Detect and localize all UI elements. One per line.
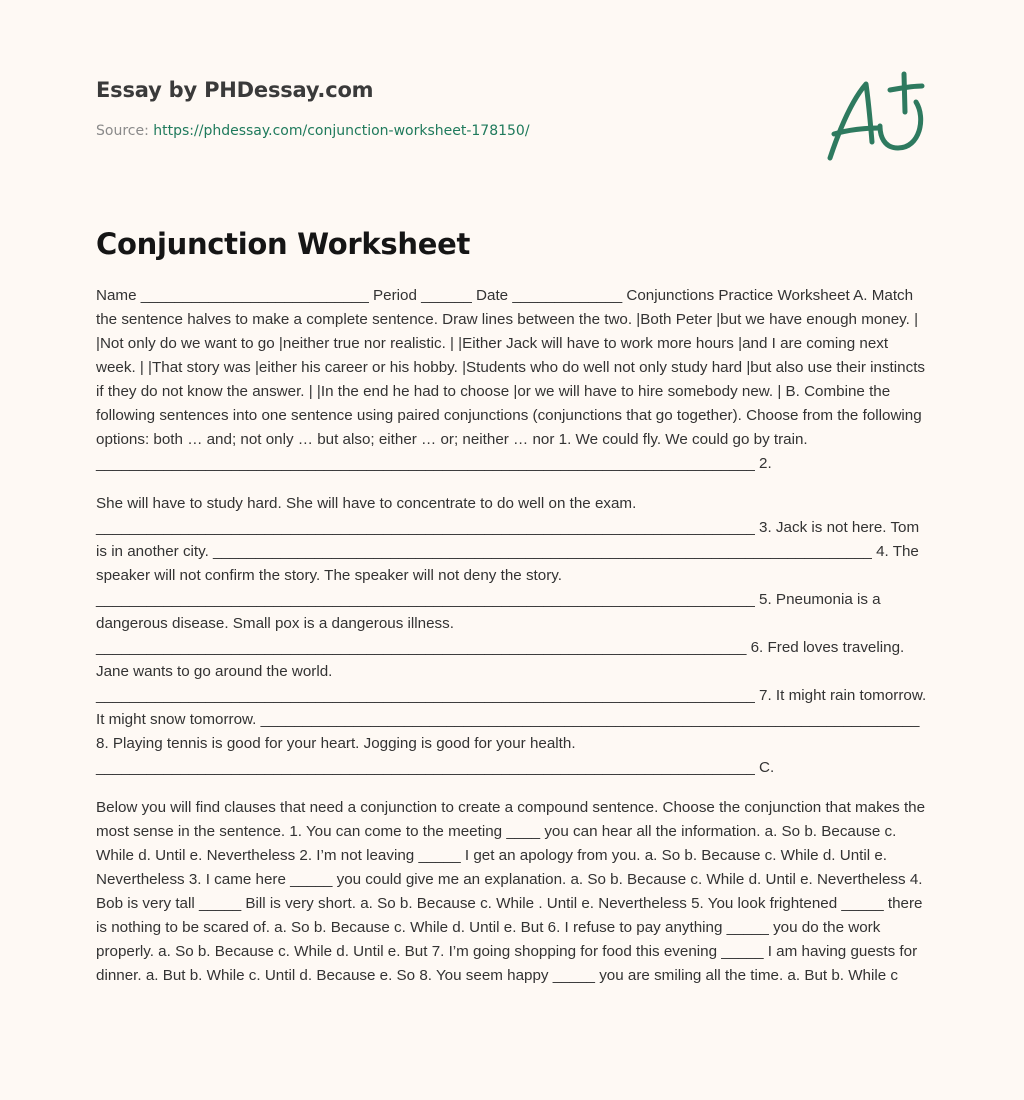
a-plus-grade-icon <box>822 68 932 164</box>
page-title: Conjunction Worksheet <box>96 227 471 261</box>
source-link[interactable]: https://phdessay.com/conjunction-worksheet-178150/ <box>153 123 530 139</box>
essay-header <box>96 76 796 141</box>
document-body <box>96 284 932 1004</box>
source-line <box>96 121 796 141</box>
paragraph-section-b-items: She will have to study hard. She will have to concentrate to do well on the exam. ______________________________________________________________________________ 3. Jack is not here. Tom is in another city. ______________________________________________________________________________ 4. The speaker will not confirm the story. The speaker will not deny the story. ______________________________________________________________________________ 5. Pneumonia is a dangerous disease. Small pox is a dangerous illness. _____________________________________________________________________________ 6. Fred loves traveling. Jane wants to go around the world. ______________________________________________________________________________ 7. It might rain tomorrow. It might snow tomorrow. ______________________________________________________________________________ 8. Playing tennis is good for your heart. Jogging is good for your health. ______________________________________________________________________________ C. <box>96 495 927 776</box>
source-label: Source: <box>96 123 154 139</box>
paragraph-section-a-b: Name ___________________________ Period ______ Date _____________ Conjunctions Practice Worksheet A. Match the sentence halves to make a complete sentence. Draw lines between the two. |Both Peter |but we have enough money. | |Not only do we want to go |neither true nor realistic. | |Either Jack will have to work more hours |and I are coming next week. | |That story was |either his career or his hobby. |Students who do well not only study hard |but also use their instincts if they do not know the answer. | |In the end he had to choose |or we will have to hire somebody new. | B. Combine the following sentences into one sentence using paired conjunctions (conjunctions that go together). Choose from the following options: both … and; not only … but also; either … or; neither … nor 1. We could fly. We could go by train. ______________________________________________________________________________ 2. <box>96 287 926 472</box>
brand-title: Essay by PHDessay.com <box>96 78 374 102</box>
paragraph-section-c: Below you will find clauses that need a conjunction to create a compound sentence. Choose the conjunction that makes the most sense in the sentence. 1. You can come to the meeting ____ you can hear all the information. a. So b. Because c. While d. Until e. Nevertheless 2. I’m not leaving _____ I get an apology from you. a. So b. Because c. While d. Until e. Nevertheless 3. I came here _____ you could give me an explanation. a. So b. Because c. While d. Until e. Nevertheless 4. Bob is very tall _____ Bill is very short. a. So b. Because c. While . Until e. Nevertheless 5. You look frightened _____ there is nothing to be scared of. a. So b. Because c. While d. Until e. But 6. I refuse to pay anything _____ you do the work properly. a. So b. Because c. While d. Until e. But 7. I’m going shopping for food this evening _____ I am having guests for dinner. a. But b. While c. Until d. Because e. So 8. You seem happy _____ you are smiling all the time. a. But b. While c <box>96 799 926 984</box>
